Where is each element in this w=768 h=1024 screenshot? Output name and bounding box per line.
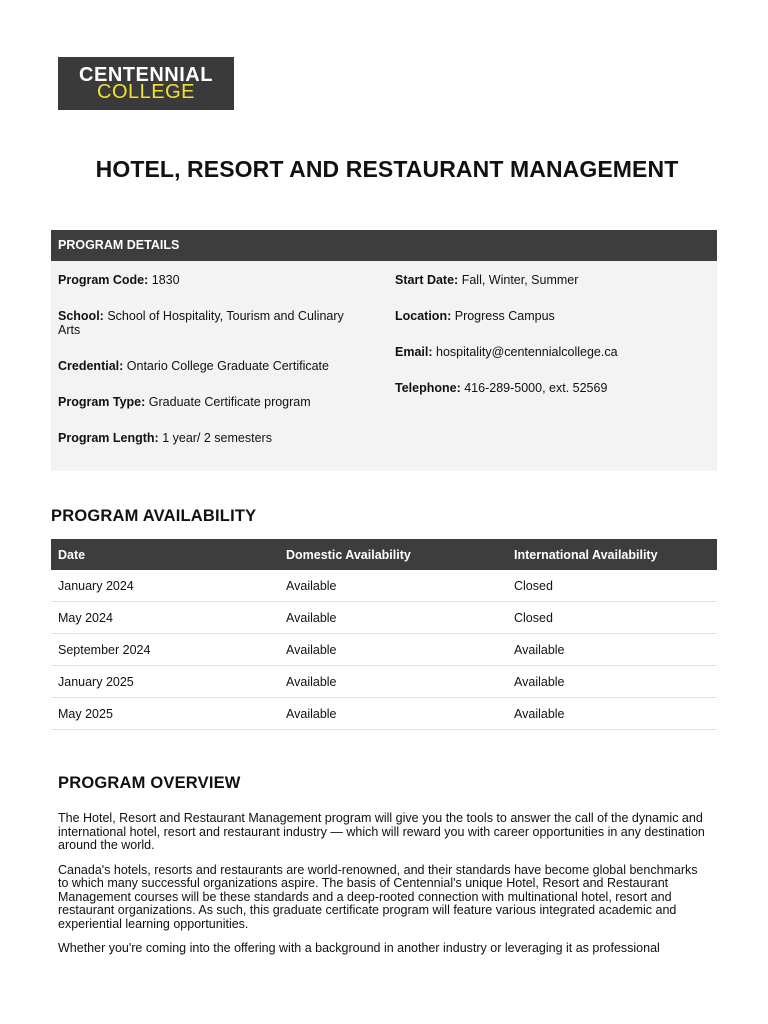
detail-label: Start Date: bbox=[395, 273, 459, 287]
cell-international: Closed bbox=[507, 570, 717, 602]
cell-date: September 2024 bbox=[51, 634, 279, 666]
cell-date: January 2024 bbox=[51, 570, 279, 602]
email-value: hospitality@centennialcollege.ca bbox=[436, 345, 618, 359]
detail-label: Program Code: bbox=[58, 273, 149, 287]
program-availability-title: PROGRAM AVAILABILITY bbox=[51, 507, 257, 525]
detail-label: School: bbox=[58, 309, 104, 323]
detail-value: 1830 bbox=[151, 273, 180, 287]
table-row bbox=[51, 570, 717, 602]
column-header-domestic: Domestic Availability bbox=[279, 539, 507, 570]
cell-date: May 2024 bbox=[51, 602, 279, 634]
cell-date: May 2025 bbox=[51, 698, 279, 730]
cell-international: Available bbox=[507, 666, 717, 698]
cell-international: Available bbox=[507, 698, 717, 730]
logo-line-centennial: CENTENNIAL bbox=[79, 64, 213, 86]
detail-label: Program Length: bbox=[58, 431, 159, 445]
detail-value: Graduate Certificate program bbox=[148, 395, 311, 409]
detail-label: Credential: bbox=[58, 359, 124, 373]
detail-telephone bbox=[395, 381, 715, 395]
detail-label: Location: bbox=[395, 309, 452, 323]
detail-email bbox=[395, 345, 715, 359]
detail-start-date bbox=[395, 273, 715, 287]
detail-label: Program Type: bbox=[58, 395, 146, 409]
detail-value: 1 year/ 2 semesters bbox=[162, 431, 272, 445]
page-title: HOTEL, RESORT AND RESTAURANT MANAGEMENT bbox=[95, 156, 679, 182]
program-details-right-column bbox=[395, 273, 715, 417]
program-details-header: PROGRAM DETAILS bbox=[51, 230, 717, 261]
cell-domestic: Available bbox=[279, 666, 507, 698]
telephone-value: 416-289-5000, ext. 52569 bbox=[464, 381, 608, 395]
cell-domestic: Available bbox=[279, 698, 507, 730]
cell-domestic: Available bbox=[279, 634, 507, 666]
cell-international: Available bbox=[507, 634, 717, 666]
detail-value: Ontario College Graduate Certificate bbox=[126, 359, 329, 373]
table-row bbox=[51, 666, 717, 698]
detail-label: Email: bbox=[395, 345, 433, 359]
overview-paragraph: Canada's hotels, resorts and restaurants are world-renowned, and their standards have become global benchmarks to which many successful organizations aspire. The basis of Centennial's unique Hotel, Resort and Restaurant Management courses will be these standards and a deep-rooted connection with multinational hotel, resort and restaurant organizations. As such, this graduate certificate program will feature various integrated academic and experiential learning opportunities. bbox=[58, 862, 698, 931]
overview-paragraph: Whether you're coming into the offering with a background in another industry or leveraging it as professional bbox=[58, 941, 660, 955]
logo-line-college: COLLEGE bbox=[97, 81, 195, 103]
detail-school bbox=[58, 309, 358, 337]
overview-paragraph: The Hotel, Resort and Restaurant Management program will give you the tools to answer the call of the dynamic and international hotel, resort and restaurant industry — which will reward you with career opportunities in any destination around the world. bbox=[58, 811, 705, 852]
column-header-date: Date bbox=[51, 539, 279, 570]
detail-program-type bbox=[58, 395, 358, 409]
detail-value: Fall, Winter, Summer bbox=[461, 273, 579, 287]
program-overview-title: PROGRAM OVERVIEW bbox=[58, 774, 241, 792]
program-overview-body bbox=[58, 812, 708, 967]
program-details-panel bbox=[51, 230, 717, 471]
cell-domestic: Available bbox=[279, 602, 507, 634]
detail-location bbox=[395, 309, 715, 323]
detail-credential bbox=[58, 359, 358, 373]
cell-international: Closed bbox=[507, 602, 717, 634]
detail-value: Progress Campus bbox=[454, 309, 555, 323]
program-details-left-column bbox=[58, 273, 358, 467]
cell-domestic: Available bbox=[279, 570, 507, 602]
column-header-international: International Availability bbox=[507, 539, 717, 570]
program-availability-table bbox=[51, 539, 717, 730]
detail-program-length bbox=[58, 431, 358, 445]
centennial-college-logo bbox=[58, 57, 234, 110]
cell-date: January 2025 bbox=[51, 666, 279, 698]
detail-program-code bbox=[58, 273, 358, 287]
detail-label: Telephone: bbox=[395, 381, 461, 395]
table-row bbox=[51, 634, 717, 666]
table-row bbox=[51, 602, 717, 634]
table-row bbox=[51, 698, 717, 730]
table-header-row bbox=[51, 539, 717, 570]
detail-value: School of Hospitality, Tourism and Culinary Arts bbox=[58, 309, 344, 337]
